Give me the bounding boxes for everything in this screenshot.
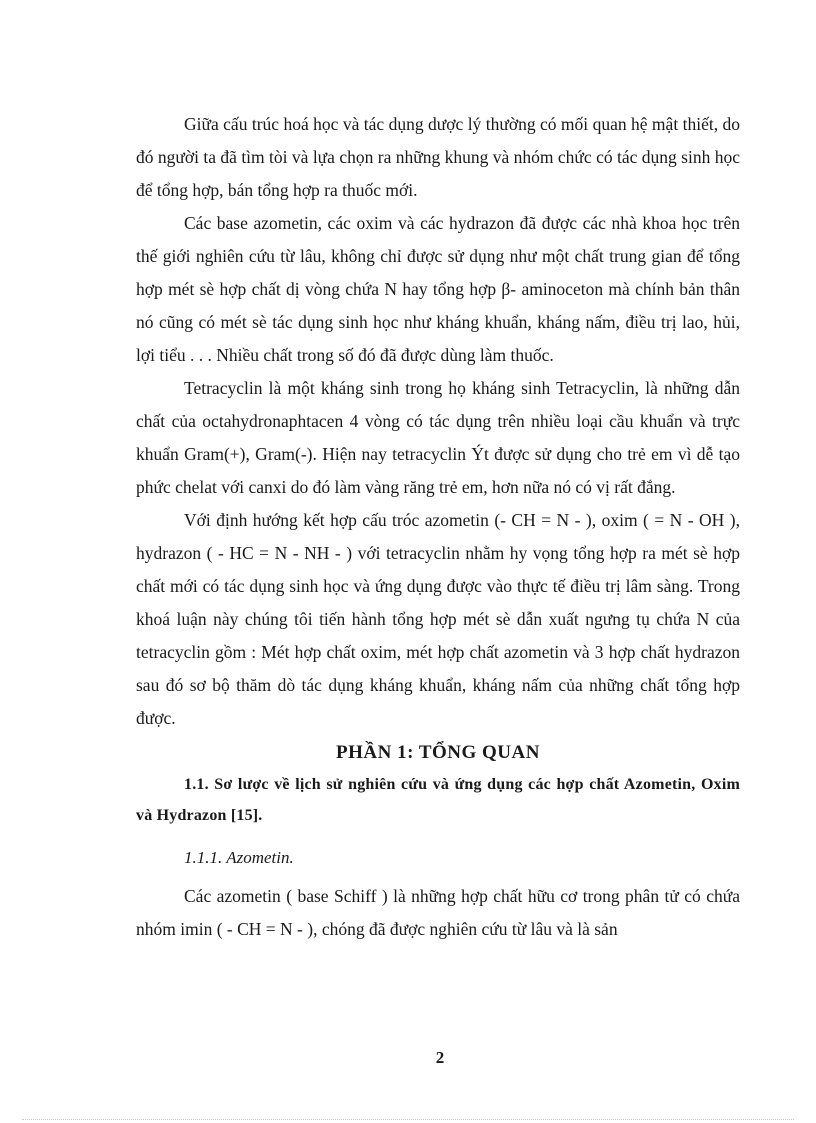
section-heading: 1.1. Sơ lược về lịch sử nghiên cứu và ứng dụng các hợp chất Azometin, Oxim và Hydrazon [15]. bbox=[136, 776, 740, 824]
document-page bbox=[136, 108, 740, 946]
subsection-heading: 1.1.1. Azometin. bbox=[184, 848, 294, 867]
part-heading: PHẦN 1: TỔNG QUAN bbox=[336, 742, 540, 763]
paragraph-azometin-definition: Các azometin ( base Schiff ) là những hợp chất hữu cơ trong phân tử có chứa nhóm imin ( - CH = N - ), chóng đã được nghiên cứu từ lâu và là sản bbox=[136, 886, 740, 939]
footer-divider bbox=[22, 1119, 794, 1120]
paragraph-intro: Giữa cấu trúc hoá học và tác dụng dược lý thường có mối quan hệ mật thiết, do đó người ta đã tìm tòi và lựa chọn ra những khung và nhóm chức có tác dụng sinh học để tổng hợp, bán tổng hợp ra thuốc mới. bbox=[136, 114, 740, 200]
paragraph-tetracyclin: Tetracyclin là một kháng sinh trong họ kháng sinh Tetracyclin, là những dẫn chất của octahydronaphtacen 4 vòng có tác dụng trên nhiều loại cầu khuẩn và trực khuẩn Gram(+), Gram(-). Hiện nay tetracyclin Ýt được sử dụng cho trẻ em vì dễ tạo phức chelat với canxi do đó làm vàng răng trẻ em, hơn nữa nó có vị rất đắng. bbox=[136, 378, 740, 497]
page-number: 2 bbox=[435, 1048, 445, 1067]
paragraph-azometin-oxim-hydrazon: Các base azometin, các oxim và các hydrazon đã được các nhà khoa học trên thế giới nghiên cứu từ lâu, không chỉ được sử dụng như một chất trung gian để tổng hợp mét sè hợp chất dị vòng chứa N hay tổng hợp β- aminoceton mà chính bản thân nó cũng có mét sè tác dụng sinh học như kháng khuẩn, kháng nấm, điều trị lao, hủi, lợi tiểu . . . Nhiều chất trong số đó đã được dùng làm thuốc. bbox=[136, 213, 740, 365]
paragraph-objective: Với định hướng kết hợp cấu tróc azometin (- CH = N - ), oxim ( = N - OH ), hydrazon ( - HC = N - NH - ) với tetracyclin nhằm hy vọng tổng hợp ra mét sè hợp chất mới có tác dụng sinh học và ứng dụng được vào thực tế điều trị lâm sàng. Trong khoá luận này chúng tôi tiến hành tổng hợp mét sè dẫn xuất ngưng tụ chứa N của tetracyclin gồm : Mét hợp chất oxim, mét hợp chất azometin và 3 hợp chất hydrazon sau đó sơ bộ thăm dò tác dụng kháng khuẩn, kháng nấm của những chất tổng hợp được. bbox=[136, 510, 740, 728]
